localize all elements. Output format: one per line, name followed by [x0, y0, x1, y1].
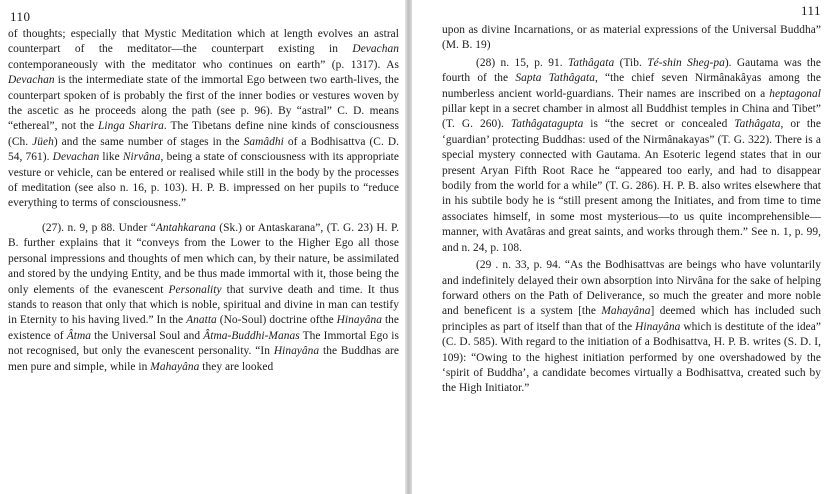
paragraph: (27). n. 9, p 88. Under “Antahkarana (Sk.) or Antaskarana”, (T. G. 23) H. P. B. further explains that it “conveys from the Lower to the Higher Ego all those personal impressions and thoughts of men which can, by their nature, be assimilated and stored by the undying Entity, and be thus made immortal with it, those being the only elements of the evanescent Personality that survive death and time. It thus stands to reason that only that which is noble, spiritual and divine in man can testify in Eternity to his having lived.” In the Anatta (No-Soul) doctrine ofthe Hinayâna the existence of Âtma the Universal Soul and Âtma-Buddhi-Manas The Immortal Ego is not recognised, but only the evanescent personality. “In Hinayâna the Buddhas are men pure and simple, while in Mahayâna they are looked [8, 221, 400, 373]
paragraph: (28) n. 15, p. 91. Tathâgata (Tib. Té-shin Sheg-pa). Gautama was the fourth of the Sapta Tathâgata, “the chief seven Nirmânakâyas among the numberless ancient world-guardians. Their names are inscribed on a heptagonal pillar kept in a secret chamber in almost all Buddhist temples in China and Tibet” (T. G. 260). Tathâgatagupta is “the secret or concealed Tathâgata, or the ‘guardian’ protecting Buddhas: used of the Nirmânakayas” (T. G. 322). There is a special mystery connected with Gautama. An Esoteric legend states that in our present Aryan Fifth Root Race he “appeared too early, and had to disappear bodily from the world for a while” (T. G. 286). H. P. B. also writes elsewhere that in his subtile body he is “still present among the Initiates, and from time to time associates himself, in some most mysterious—to us quite incomprehensible—manner, with Avatâras and great saints, and works through them.” See n. 1, p. 99, and n. 24, p. 108. [442, 56, 821, 254]
paragraph: upon as divine Incarnations, or as material expressions of the Universal Buddha” (M. B. 19) [442, 24, 821, 52]
right-page [412, 0, 829, 494]
left-page [0, 0, 405, 494]
page-text [8, 27, 399, 375]
paragraph: of thoughts; especially that Mystic Meditation which at length evolves an astral counterpart of the meditator—the counterpart existing in Devachan contemporaneously with the meditator who continues on earth” (p. 1317). As Devachan is the intermediate state of the immortal Ego between two earth-lives, the counterpart spoken of is probably the first of the inner bodies or vestures woven by the ascetic as he proceeds along the path (see p. 96). By “astral” C. D. means “ethereal”, not the Linga Sharira. The Tibetans define nine kinds of consciousness (Ch. Jüeh) and the same number of stages in the Samâdhi of a Bodhisattva (C. D. 54, 761). Devachan like Nirvâna, being a state of consciousness with its appropriate vesture or vehicle, can be entered or realised while still in the body by the processes of meditation (see also n. 16, p. 103). H. P. B. impressed on her pupils to “reduce everything to terms of consciousness.” [8, 28, 399, 210]
page-number: 111 [800, 3, 821, 18]
page-text [442, 23, 821, 397]
paragraph: (29 . n. 33, p. 94. “As the Bodhisattvas are beings who have voluntarily and indefinitely delayed their own absorption into Nirvâna for the sake of helping forward others on the Path of Deliverance, so much the greater and more noble and beneficent is a system [the Mahayâna] deemed which has included such principles as part of itself than that of the Hinayâna which is destitute of the idea” (C. D. 585). With regard to the initiation of a Bodhisattva, H. P. B. writes (S. D. I, 109): “Owing to the highest initiation performed by one overshadowed by the ‘spirit of Buddha’, a candidate becomes virtually a Bodhisattva, created such by the High Initiator.” [442, 259, 822, 395]
book-gutter [405, 0, 412, 494]
page-number: 110 [10, 9, 31, 24]
